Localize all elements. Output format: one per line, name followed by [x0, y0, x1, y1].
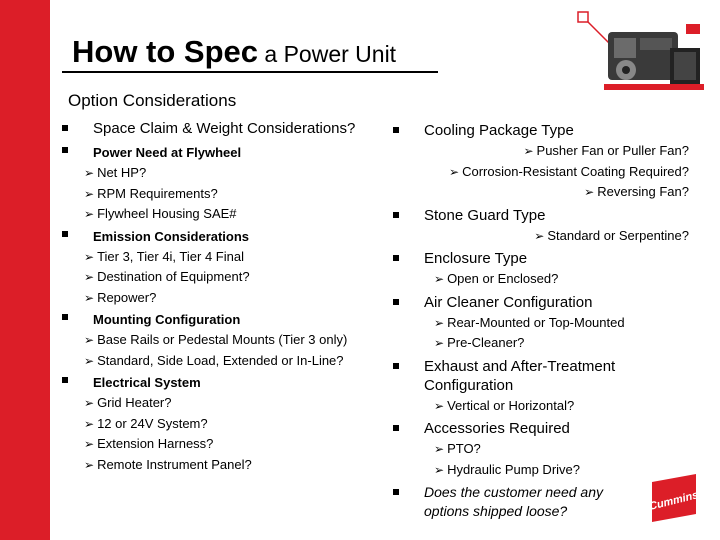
right-heading — [393, 292, 703, 313]
left-sub-item — [62, 163, 402, 184]
sub-item-text: Standard or Serpentine? — [547, 227, 689, 243]
left-sub-item — [62, 184, 402, 205]
sub-item-text: Flywheel Housing SAE# — [97, 206, 237, 221]
left-heading — [62, 225, 402, 247]
arrow-bullet-icon: ➢ — [84, 333, 95, 347]
arrow-bullet-icon: ➢ — [449, 164, 460, 179]
power-unit-engine-image — [574, 8, 712, 108]
title-bold: How to Spec — [72, 34, 259, 69]
heading-text: Accessories Required — [424, 420, 570, 437]
sub-item-text: RPM Requirements? — [97, 185, 218, 201]
heading-text: Mounting Configuration — [93, 312, 241, 327]
heading-text: Air Cleaner Configuration — [424, 293, 593, 311]
arrow-bullet-icon: ➢ — [84, 353, 95, 368]
square-bullet-icon — [62, 377, 68, 383]
sub-item-text: Pusher Fan or Puller Fan? — [536, 143, 689, 158]
left-sub-item — [62, 434, 402, 455]
sub-item-text: Corrosion-Resistant Coating Required? — [462, 163, 689, 179]
sub-item-text: Pre-Cleaner? — [447, 335, 525, 350]
arrow-bullet-icon: ➢ — [434, 272, 445, 286]
left-heading — [62, 371, 402, 393]
left-heading — [62, 118, 402, 139]
title-underline — [62, 71, 438, 73]
left-sub-item — [62, 393, 402, 414]
right-sub-item — [393, 313, 703, 334]
heading-text: Enclosure Type — [424, 250, 528, 267]
arrow-bullet-icon: ➢ — [84, 249, 95, 264]
left-sub-item — [62, 455, 402, 476]
arrow-bullet-icon: ➢ — [84, 207, 95, 221]
right-heading — [393, 248, 703, 269]
sub-item-text: Hydraulic Pump Drive? — [447, 461, 580, 477]
heading-text: Space Claim & Weight Considerations? — [93, 120, 356, 137]
square-bullet-icon — [62, 147, 68, 153]
right-sub-item — [393, 333, 703, 354]
square-bullet-icon — [393, 489, 399, 495]
left-sub-item — [62, 288, 402, 309]
square-bullet-icon — [393, 363, 399, 369]
square-bullet-icon — [393, 425, 399, 431]
left-heading — [62, 308, 402, 330]
square-bullet-icon — [62, 314, 68, 320]
arrow-bullet-icon: ➢ — [84, 396, 95, 410]
left-sub-item — [62, 267, 402, 288]
right-sub-item — [393, 439, 703, 460]
right-sub-item — [393, 162, 703, 183]
sub-item-text: Base Rails or Pedestal Mounts (Tier 3 only) — [97, 332, 348, 347]
right-sub-item — [393, 141, 703, 162]
square-bullet-icon — [393, 299, 399, 305]
left-sub-item — [62, 247, 402, 268]
accent-bar — [0, 0, 50, 540]
heading-text: Emission Considerations — [93, 228, 250, 244]
cummins-logo — [648, 472, 700, 524]
sub-item-text: Grid Heater? — [97, 395, 172, 410]
sub-item-text: Remote Instrument Panel? — [97, 456, 252, 472]
arrow-bullet-icon: ➢ — [534, 228, 545, 243]
sub-item-text: Open or Enclosed? — [447, 271, 559, 286]
left-sub-item — [62, 351, 402, 372]
right-sub-item — [393, 269, 703, 290]
arrow-bullet-icon: ➢ — [84, 457, 95, 472]
arrow-bullet-icon: ➢ — [434, 462, 445, 477]
right-sub-item — [393, 226, 703, 247]
sub-item-text: PTO? — [447, 441, 481, 456]
arrow-bullet-icon: ➢ — [84, 186, 95, 201]
sub-item-text: Repower? — [97, 289, 157, 305]
sub-item-text: 12 or 24V System? — [97, 415, 208, 431]
arrow-bullet-icon: ➢ — [84, 437, 95, 451]
right-heading — [393, 356, 654, 396]
sub-item-text: Tier 3, Tier 4i, Tier 4 Final — [97, 248, 244, 264]
sub-item-text: Extension Harness? — [97, 436, 214, 451]
arrow-bullet-icon: ➢ — [84, 416, 95, 431]
sub-item-text: Destination of Equipment? — [97, 269, 250, 284]
right-heading — [393, 120, 703, 141]
right-heading — [393, 205, 703, 226]
square-bullet-icon — [393, 212, 399, 218]
right-sub-item — [393, 396, 703, 417]
arrow-bullet-icon: ➢ — [584, 185, 595, 199]
arrow-bullet-icon: ➢ — [84, 270, 95, 284]
svg-text:Cummins: Cummins — [648, 489, 700, 513]
sub-item-text: Standard, Side Load, Extended or In-Line? — [97, 352, 344, 368]
sub-item-text: Reversing Fan? — [597, 184, 689, 199]
right-sub-item — [393, 182, 703, 203]
square-bullet-icon — [62, 231, 68, 237]
left-sub-item — [62, 330, 402, 351]
arrow-bullet-icon: ➢ — [84, 290, 95, 305]
square-bullet-icon — [393, 255, 399, 261]
title-rest: a Power Unit — [258, 41, 397, 67]
right-heading — [393, 482, 624, 522]
heading-text: Cooling Package Type — [424, 122, 574, 139]
slide-title — [72, 34, 396, 70]
arrow-bullet-icon: ➢ — [84, 166, 95, 180]
arrow-bullet-icon: ➢ — [434, 398, 445, 413]
square-bullet-icon — [62, 125, 68, 131]
left-column — [62, 118, 402, 475]
heading-text: Power Need at Flywheel — [93, 145, 242, 160]
arrow-bullet-icon: ➢ — [523, 144, 534, 158]
left-sub-item — [62, 204, 402, 225]
heading-text: Electrical System — [93, 375, 201, 390]
square-bullet-icon — [393, 127, 399, 133]
heading-text: Stone Guard Type — [424, 206, 546, 224]
sub-item-text: Vertical or Horizontal? — [447, 397, 575, 413]
sub-item-text: Net HP? — [97, 165, 147, 180]
sub-item-text: Rear-Mounted or Top-Mounted — [447, 314, 625, 330]
right-heading — [393, 418, 703, 439]
left-sub-item — [62, 414, 402, 435]
right-column — [393, 118, 703, 522]
left-heading — [62, 141, 402, 163]
slide-subtitle: Option Considerations — [68, 91, 237, 110]
arrow-bullet-icon: ➢ — [434, 442, 445, 456]
arrow-bullet-icon: ➢ — [434, 336, 445, 350]
heading-text: Does the customer need any options shipped loose? — [424, 484, 603, 519]
arrow-bullet-icon: ➢ — [434, 315, 445, 330]
heading-text: Exhaust and After-Treatment Configuration — [424, 357, 616, 394]
